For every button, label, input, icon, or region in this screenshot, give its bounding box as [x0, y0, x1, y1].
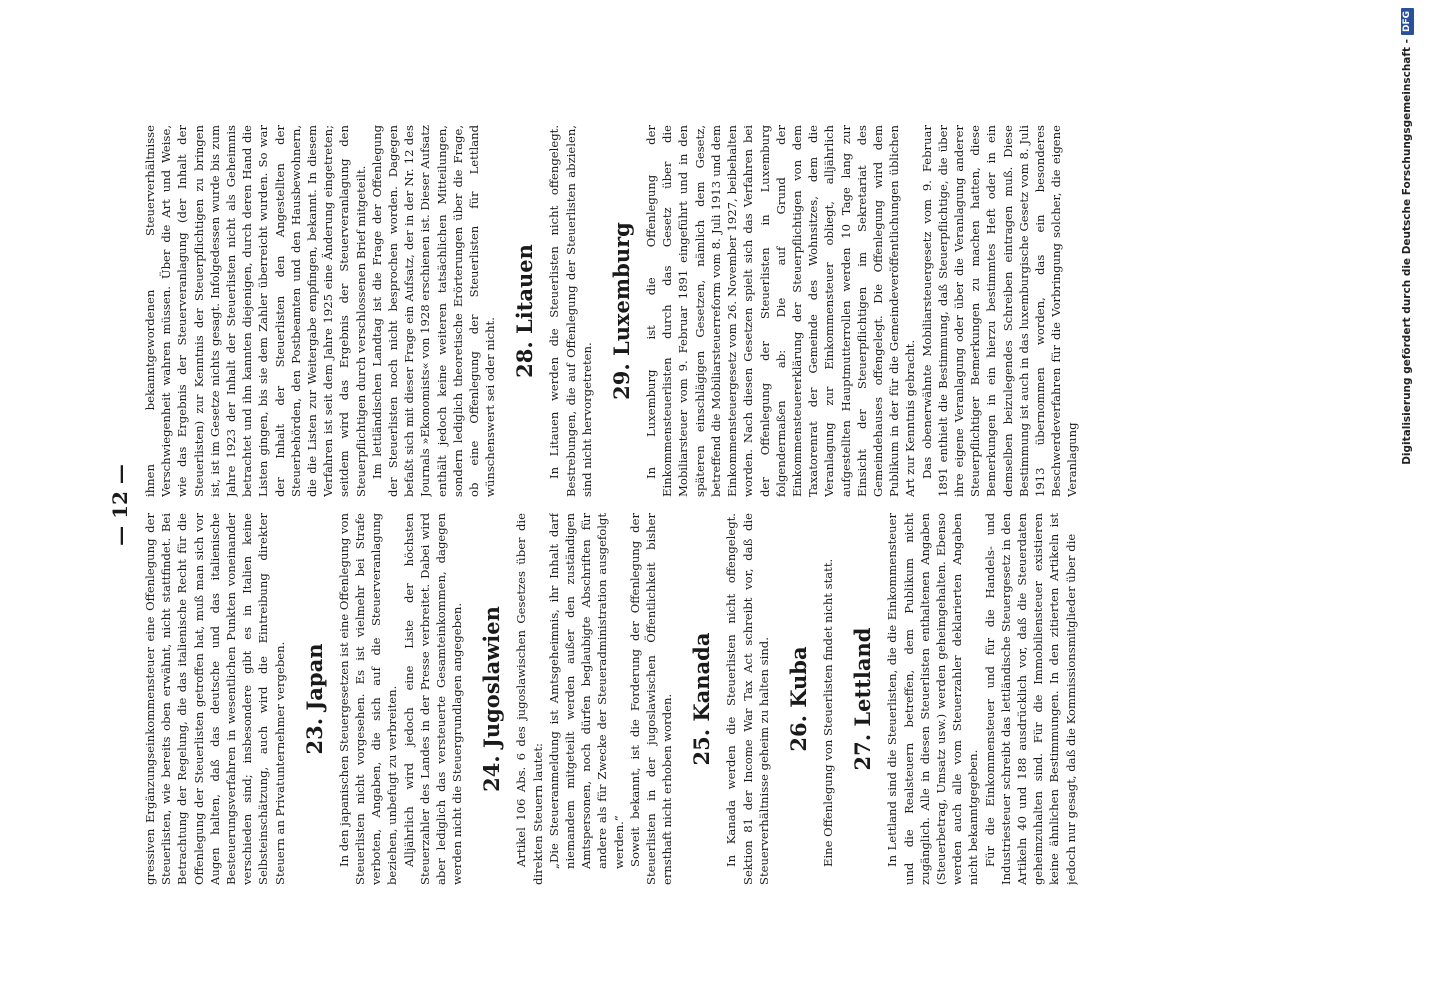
paragraph: In Litauen werden die Steuerlisten nicht offengelegt. Bestrebungen, die auf Offenlegung der Steuerlisten abzielen, sind nicht hervorgetreten.: [547, 125, 594, 497]
paragraph: Für die Einkommensteuer und für die Handels- und Industriesteuer schreibt das lettländische Steuergesetz in den Artikeln 40 und 188 ausdrücklich vor, daß die Steuerdaten geheimzuhalten sind. Für die Immobiliensteuer existieren keine ähnlichen Bestimmungen. In den zitierten Artikeln ist jedoch nur gesagt, daß die Kommissionsmitglieder über die: [982, 513, 1078, 885]
section-heading: 26. Kuba: [786, 646, 812, 752]
paragraph: Alljährlich wird jedoch eine Liste der höchsten Steuerzahler des Landes in der Presse verbreitet. Dabei wird aber lediglich das versteuerte Gesamteinkommen, dagegen werden nicht die Steuergrundlagen angegeben.: [401, 513, 465, 885]
section-heading: 27. Lettland: [850, 627, 876, 771]
funding-note-text: Digitalisierung gefördert durch die Deutsche Forschungsgemeinschaft -: [1401, 39, 1413, 465]
paragraph: Eine Offenlegung von Steuerlisten findet nicht statt.: [821, 558, 836, 867]
paragraph: Das obenerwähnte Mobiliarsteuergesetz vom 9. Februar 1891 enthielt die Bestimmung, daß Steuerpflichtige, die über ihre eigene Veranlagung oder über die Veranlagung anderer Steuerpflichtiger Bemerkungen zu machen hatten, diese Bemerkungen in ein hierzu bestimmtes Heft oder in ein demselben beizulegendes Schreiben eintragen muß. Diese Bestimmung ist auch in das luxemburgische Gesetz vom 8. Juli 1913 übernommen worden, das ein besonderes Beschwerdeverfahren für die Vorbringung solcher, die eigene Veranlagung: [919, 125, 1080, 497]
paragraph: In Lettland sind die Steuerlisten, die die Einkommensteuer und die Realsteuern betreffen, dem Publikum nicht zugänglich. Alle in diesen Steuerlisten enthaltenen Angaben (Steuerbetrag, Umsatz usw.) werden geheimgehalten. Ebenso werden auch alle vom Steuerzahler deklarierten Angaben nicht bekanntgegeben.: [885, 513, 981, 885]
section-heading: 24. Jugoslawien: [479, 606, 505, 792]
right-text-column: [142, 125, 1402, 497]
quotation: „Die Steueranmeldung ist Amtsgeheimnis, ihr Inhalt darf niemandem mitgeteilt werden außer den zuständigen Amtspersonen, noch dürfen beglaubigte Abschriften für andere als für Zwecke der Steueradministration ausgefolgt werden.“: [546, 513, 626, 869]
left-text-column: [142, 513, 1402, 885]
section-heading: 23. Japan: [301, 643, 327, 755]
funding-note: [1392, 8, 1422, 992]
paragraph: ihnen bekanntgewordenen Steuerverhältnisse Verschwiegenheit wahren müssen. Über die Art und Weise, wie das Ergebnis der Steuerveranlagung (der Inhalt der Steuerlisten) zur Kenntnis der Steuerpflichtigen zu bringen ist, ist im Gesetze nichts gesagt. Infolgedessen wurde bis zum Jahre 1923 der Inhalt der Steuerlisten nicht als Geheimnis betrachtet und ihn kannten diejenigen, durch deren Hand die Listen gingen, bis sie dem Zahler überreicht wurden. So war der Inhalt der Steuerlisten den Angestellten der Steuerbehörden, den Postbeamten und den Hausbewohnern, die die Listen zur Weitergabe empfingen, bekannt. In diesem Verfahren ist seit dem Jahre 1925 eine Änderung eingetreten; seitdem wird das Ergebnis der Steuerveranlagung den Steuerpflichtigen durch verschlossenen Brief mitgeteilt.: [143, 125, 368, 497]
paragraph: Artikel 106 Abs. 6 des jugoslawischen Gesetzes über die direkten Steuern lautet:: [514, 513, 545, 885]
rotated-page: [108, 125, 1412, 885]
paragraph: gressiven Ergänzungseinkommensteuer eine Offenlegung der Steuerlisten, wie bereits oben erwähnt, nicht stattfindet. Bei Betrachtung der Regelung, die das italienische Recht für die Offenlegung der Steuerlisten getroffen hat, muß man sich vor Augen halten, daß das deutsche und das italienische Besteuerungsverfahren in wesentlichen Punkten voneinander verschieden sind; insbesondere gibt es in Italien keine Selbsteinschätzung, auch wird die Eintreibung direkter Steuern an Privatunternehmer vergeben.: [143, 513, 287, 885]
paragraph: In Kanada werden die Steuerlisten nicht offengelegt. Sektion 81 der Income War Tax Act schreibt vor, daß die Steuerverhältnisse geheim zu halten sind.: [724, 513, 771, 885]
paragraph: In Luxemburg ist die Offenlegung der Einkommensteuerlisten durch das Gesetz über die Mobiliarsteuer vom 9. Februar 1891 eingeführt und in den späteren einschlägigen Gesetzen, nämlich dem Gesetz, betreffend die Mobiliarsteuerreform vom 8. Juli 1913 und dem Einkommensteuergesetz vom 26. November 1927, beibehalten worden. Nach diesen Gesetzen spielt sich das Verfahren bei der Offenlegung der Steuerlisten in Luxemburg folgendermaßen ab: Die auf Grund der Einkommensteuererklärung der Steuerpflichtigen von dem Taxatorenrat der Gemeinde des Wohnsitzes, dem die Veranlagung zur Einkommensteuer obliegt, alljährlich aufgestellten Hauptmutterrollen werden 10 Tage lang zur Einsicht der Steuerpflichtigen im Sekretariat des Gemeindehauses offengelegt. Die Offenlegung wird dem Publikum in der für die Gemeindeveröffentlichungen üblichen Art zur Kenntnis gebracht.: [644, 125, 918, 497]
section-heading: 29. Luxemburg: [609, 222, 635, 400]
paragraph: Im lettländischen Landtag ist die Frage der Offenlegung der Steuerlisten noch nicht besprochen worden. Dagegen befaßt sich mit dieser Frage ein Aufsatz, der in der Nr. 12 des Journals »Ekonomists« von 1928 erschienen ist. Dieser Aufsatz enthält jedoch keine weiteren tatsächlichen Mitteilungen, sondern lediglich theoretische Erörterungen über die Frage, ob eine Offenlegung der Steuerlisten für Lettland wünschenswert sei oder nicht.: [369, 125, 498, 497]
dfg-logo: DFG: [1401, 8, 1414, 35]
section-heading: 25. Kanada: [689, 632, 715, 766]
paragraph: Soweit bekannt, ist die Forderung der Offenlegung der Steuerlisten in der jugoslawischen Öffentlichkeit bisher ernsthaft nicht erhoben worden.: [627, 513, 675, 885]
page-number: — 12 —: [108, 464, 132, 546]
section-heading: 28. Litauen: [512, 244, 538, 378]
paragraph: In den japanischen Steuergesetzen ist eine Offenlegung von Steuerlisten nicht vorgesehen. Es ist vielmehr bei Strafe verboten, Angaben, die sich auf die Steuerveranlagung beziehen, unbefugt zu verbreiten.: [336, 513, 400, 885]
